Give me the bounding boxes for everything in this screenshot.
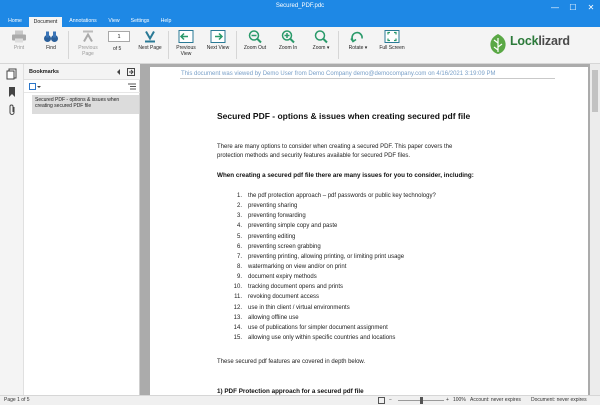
- list-item: [229, 232, 436, 242]
- list-item-text: allowing offline use: [248, 314, 299, 321]
- list-item-text: preventing printing, allowing printing, or limiting print usage: [248, 253, 405, 260]
- previous-view-icon: [178, 29, 194, 44]
- zoom-out-button[interactable]: Zoom Out: [241, 29, 269, 51]
- vertical-scrollbar[interactable]: [590, 64, 600, 395]
- list-item-text: use of publications for simpler document assignment: [248, 324, 388, 331]
- list-item: [229, 221, 436, 231]
- list-item: [229, 313, 436, 323]
- closing-paragraph: These secured pdf features are covered in depth below.: [217, 359, 366, 365]
- list-item-text: tracking document opens and prints: [248, 284, 344, 291]
- minimize-button[interactable]: —: [551, 3, 559, 12]
- full-screen-icon: [384, 29, 400, 44]
- maximize-button[interactable]: ☐: [569, 3, 577, 12]
- list-item-text: document expiry methods: [248, 274, 317, 281]
- tab-view[interactable]: View: [108, 18, 120, 24]
- list-item-text: watermarking on view and/or on print: [248, 263, 347, 270]
- list-item-text: preventing sharing: [248, 203, 298, 210]
- list-item: [229, 272, 436, 282]
- full-screen-button[interactable]: Full Screen: [376, 29, 408, 51]
- bookmark-options-icon[interactable]: [29, 83, 41, 91]
- bookmarks-header: [24, 64, 140, 80]
- tab-annotations[interactable]: Annotations: [69, 18, 97, 24]
- list-item-number: 2.: [236, 203, 242, 210]
- zoom-dropdown-button[interactable]: Zoom ▾: [307, 29, 335, 51]
- page-status: Page 1 of 5: [4, 397, 30, 403]
- next-view-icon: [210, 29, 226, 44]
- bookmarks-panel: [24, 64, 140, 395]
- page-count: of 5: [113, 46, 122, 52]
- locklizard-logo-icon: [488, 33, 508, 55]
- list-item-text: use in thin client / virtual environments: [248, 304, 350, 311]
- chevron-down-icon: ▾: [364, 45, 368, 51]
- list-item-number: 11.: [234, 294, 242, 301]
- list-item-number: 4.: [236, 223, 242, 230]
- list-item-text: revoking document access: [248, 294, 320, 301]
- zoom-level: 100%: [453, 397, 466, 403]
- rotate-icon: [350, 29, 366, 44]
- list-item-text: preventing simple copy and paste: [248, 223, 338, 230]
- list-item: [229, 201, 436, 211]
- list-item-number: 13.: [233, 314, 242, 321]
- list-item: [229, 211, 436, 221]
- side-rail: [0, 64, 24, 395]
- brand-logo-text: Locklizard: [510, 34, 570, 48]
- list-item-text: allowing use only within specific countries and locations: [248, 334, 396, 341]
- list-item-text: preventing forwarding: [248, 213, 306, 220]
- intro-paragraph: There are many options to consider when creating a secured PDF. This paper covers the protection methods and security features available for secured PDF files.: [217, 144, 453, 159]
- list-item: [229, 323, 436, 333]
- list-item-number: 15.: [233, 334, 242, 341]
- viewer-watermark: This document was viewed by Demo User from Demo Company demo@democompany.com on 4/16/2021 3:19:09 PM: [181, 71, 496, 77]
- binoculars-icon: [43, 29, 59, 44]
- document-heading: Secured PDF - options & issues when creating secured pdf file: [217, 111, 471, 121]
- list-item: [229, 303, 436, 313]
- expand-all-icon[interactable]: [128, 83, 136, 91]
- list-item: [229, 292, 436, 302]
- list-item: [229, 282, 436, 292]
- ribbon-divider: [236, 31, 237, 59]
- rotate-button[interactable]: Rotate ▾: [342, 29, 374, 51]
- zoom-icon: [313, 29, 329, 44]
- collapse-panel-icon[interactable]: [116, 69, 122, 75]
- list-item: [229, 242, 436, 252]
- pages-icon[interactable]: [6, 68, 18, 80]
- zoom-in-button[interactable]: Zoom In: [274, 29, 302, 51]
- print-button[interactable]: Print: [5, 29, 33, 51]
- list-item-number: 8.: [236, 263, 242, 270]
- previous-page-icon: [80, 29, 96, 44]
- list-item-text: preventing screen grabbing: [248, 243, 321, 250]
- status-bar: [0, 395, 600, 405]
- list-item-number: 14.: [233, 324, 242, 331]
- page-number-input[interactable]: 1: [108, 31, 130, 42]
- list-item: [229, 333, 436, 343]
- list-item: [229, 191, 436, 201]
- list-item-number: 6.: [236, 243, 242, 250]
- next-view-button[interactable]: Next View: [204, 29, 232, 51]
- ribbon-divider: [68, 31, 69, 59]
- tab-document[interactable]: Document: [29, 17, 62, 27]
- printer-icon: [11, 29, 27, 44]
- list-item-number: 1.: [236, 193, 242, 199]
- tab-home[interactable]: Home: [8, 18, 22, 24]
- bookmark-icon[interactable]: [6, 86, 18, 98]
- window-title: Secured_PDF.pdc: [275, 3, 325, 9]
- watermark-divider: [180, 78, 555, 79]
- attachment-icon[interactable]: [6, 104, 18, 116]
- list-item-number: 12.: [233, 304, 242, 311]
- bookmarks-toolbar: [24, 81, 140, 93]
- list-item-number: 5.: [236, 233, 242, 240]
- list-item: [229, 252, 436, 262]
- bookmarks-title: Bookmarks: [29, 69, 59, 75]
- fit-page-icon[interactable]: [378, 397, 385, 404]
- next-page-button[interactable]: Next Page: [136, 29, 164, 51]
- close-button[interactable]: ✕: [587, 3, 595, 12]
- zoom-out-icon: [247, 29, 263, 44]
- zoom-in-small-icon[interactable]: +: [446, 397, 449, 403]
- account-expiry: Account: never expires: [470, 397, 521, 403]
- bookmark-item[interactable]: Secured PDF - options & issues when creating secured PDF file: [32, 95, 139, 114]
- previous-view-button[interactable]: Previous View: [172, 29, 200, 57]
- find-button[interactable]: Find: [37, 29, 65, 51]
- menu-bar: [0, 16, 600, 27]
- document-expiry: Document: never expires: [531, 397, 587, 403]
- list-item-number: 9.: [236, 274, 242, 281]
- zoom-slider-thumb[interactable]: [420, 397, 423, 404]
- issues-subheading: When creating a secured pdf file there are many issues for you to consider, including:: [217, 172, 474, 179]
- list-item: [229, 262, 436, 272]
- list-item-number: 7.: [236, 253, 242, 260]
- undock-panel-icon[interactable]: [127, 68, 135, 76]
- document-page: [150, 67, 588, 395]
- list-item-text: the pdf protection approach – pdf passwords or public key technology?: [248, 193, 436, 199]
- ribbon-divider: [168, 31, 169, 59]
- zoom-in-icon: [280, 29, 296, 44]
- issues-list: [229, 191, 436, 343]
- title-bar: [0, 0, 600, 16]
- scrollbar-thumb[interactable]: [592, 70, 598, 112]
- zoom-out-small-icon[interactable]: −: [389, 397, 392, 403]
- list-item-number: 10.: [233, 284, 242, 291]
- section-heading: 1) PDF Protection approach for a secured pdf file: [217, 388, 364, 395]
- ribbon-divider: [338, 31, 339, 59]
- tab-settings[interactable]: Settings: [130, 18, 150, 24]
- tab-help[interactable]: Help: [160, 18, 172, 24]
- list-item-number: 3.: [236, 213, 242, 220]
- previous-page-button[interactable]: Previous Page: [73, 29, 103, 57]
- list-item-text: preventing editing: [248, 233, 296, 240]
- next-page-icon: [142, 29, 158, 44]
- chevron-down-icon: ▾: [326, 45, 330, 51]
